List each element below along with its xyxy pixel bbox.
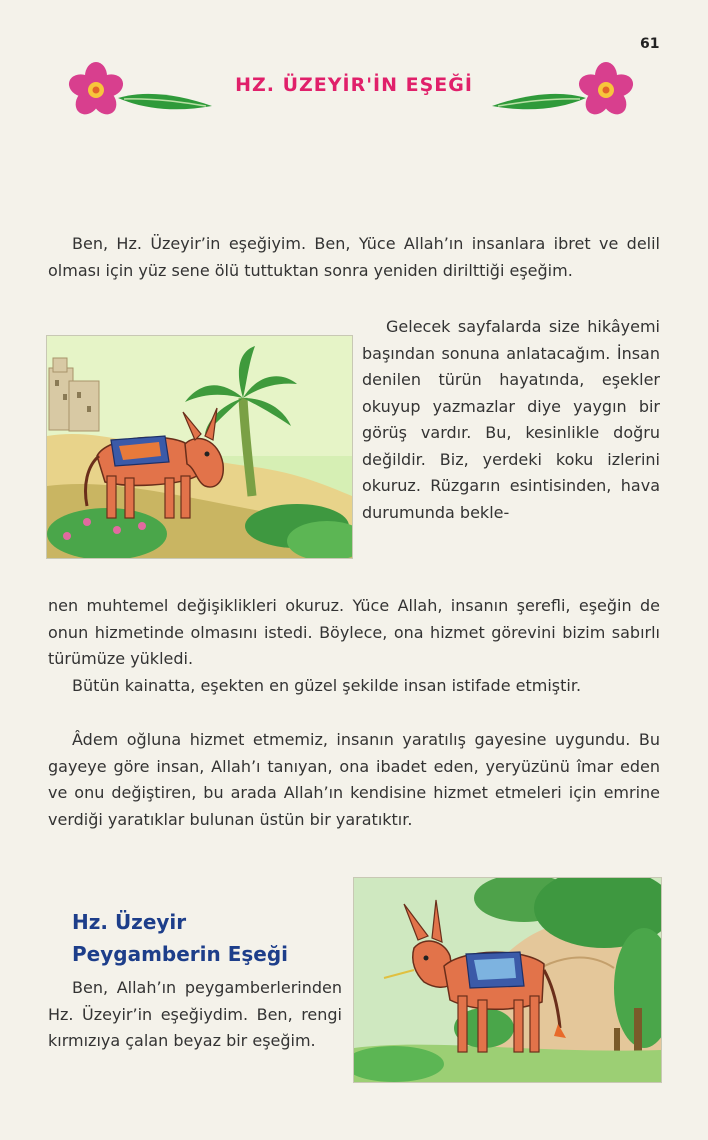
chapter-title: HZ. ÜZEYİR'İN EŞEĞİ <box>235 74 473 96</box>
side-paragraph: Gelecek sayfalarda size hikâyemi başından sonuna anlatacağım. İnsan denilen türün hayatında, eşekler okuyup yazmazlar diye yaygın bir görüş vardır. Bu, kesinlikle doğru değildir. Biz, yerdeki koku izlerini okuruz. Rüzgarın esintisinden, hava durumunda bekle- <box>362 317 660 522</box>
section-heading-line1: Hz. Üzeyir <box>72 910 187 934</box>
paragraph-2: Bütün kainatta, eşekten en güzel şekilde insan istifade etmiştir. <box>72 676 582 695</box>
section-paragraph: Ben, Allah’ın peygamberlerinden Hz. Üzeyir’in eşeğiydim. Ben, rengi kırmızıya çalan beyaz bir eşeğim. <box>48 978 342 1050</box>
illustration-donkey-palm <box>46 335 353 559</box>
page-number: 61 <box>640 36 660 52</box>
section-heading-line2: Peygamberin Eşeği <box>72 942 289 966</box>
section-heading <box>72 906 288 970</box>
flower-ornament-right <box>488 60 638 122</box>
illustration-donkey-saddle <box>353 877 662 1083</box>
intro-paragraph: Ben, Hz. Üzeyir’in eşeğiyim. Ben, Yüce Allah’ın insanlara ibret ve delil olması için yüz sene ölü tuttuktan sonra yeniden dirilttiği eşeğim. <box>48 234 660 280</box>
paragraph-3: Âdem oğluna hizmet etmemiz, insanın yaratılış gayesine uygundu. Bu gayeye göre insan, Allah’ı tanıyan, ona ibadet eden, yeryüzünü îmar eden ve onu değiştiren, bu arada Allah’ın kendisine hizmet etmeleri için emrine verdiği yaratıklar bulunan üstün bir yaratıktır. <box>48 730 660 829</box>
continuation-paragraph: nen muhtemel değişiklikleri okuruz. Yüce Allah, insanın şerefli, eşeğin de onun hizmetinde olmasını istedi. Böylece, ona hizmet görevini bizim sabırlı türümüze yükledi. <box>48 596 660 668</box>
